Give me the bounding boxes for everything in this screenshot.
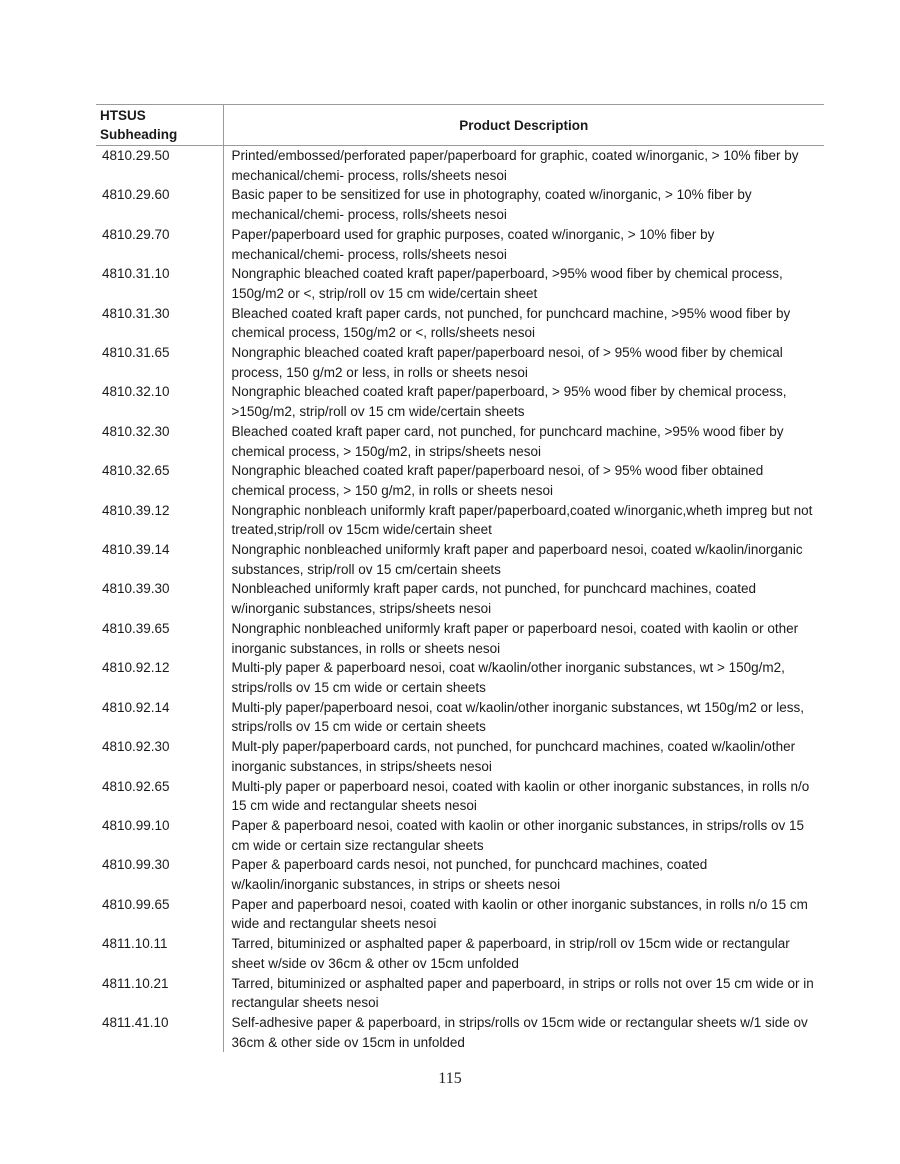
product-description: Nongraphic bleached coated kraft paper/paperboard nesoi, of > 95% wood fiber by chemical process, 150 g/m2 or less, in rolls or sheets nesoi	[223, 343, 824, 382]
subheading-code: 4810.29.70	[102, 226, 170, 242]
table-row	[96, 540, 824, 579]
subheading-code: 4810.92.30	[102, 739, 170, 755]
subheading-code: 4810.39.30	[102, 581, 170, 597]
header-row	[96, 105, 824, 146]
subheading-code: 4810.32.10	[102, 384, 170, 400]
product-description: Nongraphic nonbleached uniformly kraft paper or paperboard nesoi, coated with kaolin or other inorganic substances, in rolls or sheets nesoi	[223, 619, 824, 658]
table-row	[96, 698, 824, 737]
product-description: Nongraphic bleached coated kraft paper/paperboard, > 95% wood fiber by chemical process, >150g/m2, strip/roll ov 15 cm wide/certain sheets	[223, 382, 824, 421]
table-row	[96, 974, 824, 1013]
product-description: Basic paper to be sensitized for use in photography, coated w/inorganic, > 10% fiber by mechanical/chemi- process, rolls/sheets nesoi	[223, 185, 824, 224]
product-description: Tarred, bituminized or asphalted paper and paperboard, in strips or rolls not over 15 cm wide or in rectangular sheets nesoi	[223, 974, 824, 1013]
product-description: Paper/paperboard used for graphic purposes, coated w/inorganic, > 10% fiber by mechanical/chemi- process, rolls/sheets nesoi	[223, 225, 824, 264]
hts-product-table	[96, 104, 824, 1052]
product-description: Self-adhesive paper & paperboard, in strips/rolls ov 15cm wide or rectangular sheets w/1 side ov 36cm & other side ov 15cm in unfolded	[223, 1013, 824, 1052]
table-row	[96, 855, 824, 894]
table-header	[96, 105, 824, 146]
header-product-description: Product Description	[223, 105, 824, 146]
table-row	[96, 185, 824, 224]
header-htsus-subheading: HTSUS Subheading	[100, 108, 178, 142]
subheading-code: 4811.10.11	[102, 936, 168, 952]
table-row	[96, 777, 824, 816]
subheading-code: 4810.92.14	[102, 699, 170, 715]
table-row	[96, 895, 824, 934]
subheading-code: 4810.32.30	[102, 423, 170, 439]
subheading-code: 4810.39.65	[102, 620, 170, 636]
product-description: Nongraphic bleached coated kraft paper/paperboard nesoi, of > 95% wood fiber obtained chemical process, > 150 g/m2, in rolls or sheets nesoi	[223, 461, 824, 500]
product-description: Nongraphic nonbleached uniformly kraft paper and paperboard nesoi, coated w/kaolin/inorganic substances, strip/roll ov 15 cm/certain sheets	[223, 540, 824, 579]
table-row	[96, 422, 824, 461]
product-description: Nonbleached uniformly kraft paper cards, not punched, for punchcard machines, coated w/inorganic substances, strips/sheets nesoi	[223, 579, 824, 618]
table-row	[96, 1013, 824, 1052]
product-description: Nongraphic bleached coated kraft paper/paperboard, >95% wood fiber by chemical process, 150g/m2 or <, strip/roll ov 15 cm wide/certain sheet	[223, 264, 824, 303]
table-row	[96, 264, 824, 303]
product-description: Printed/embossed/perforated paper/paperboard for graphic, coated w/inorganic, > 10% fiber by mechanical/chemi- process, rolls/sheets nesoi	[223, 146, 824, 186]
subheading-code: 4810.99.65	[102, 896, 170, 912]
subheading-code: 4810.31.30	[102, 305, 170, 321]
product-description: Paper & paperboard nesoi, coated with kaolin or other inorganic substances, in strips/rolls ov 15 cm wide or certain size rectangular sheets	[223, 816, 824, 855]
product-description: Bleached coated kraft paper cards, not punched, for punchcard machine, >95% wood fiber by chemical process, 150g/m2 or <, rolls/sheets nesoi	[223, 304, 824, 343]
table-row	[96, 737, 824, 776]
table-row	[96, 304, 824, 343]
table-row	[96, 579, 824, 618]
table-row	[96, 461, 824, 500]
subheading-code: 4810.31.10	[102, 266, 170, 282]
subheading-code: 4810.32.65	[102, 463, 170, 479]
table-body	[96, 146, 824, 1053]
table-row	[96, 225, 824, 264]
product-description: Nongraphic nonbleach uniformly kraft paper/paperboard,coated w/inorganic,wheth impreg but not treated,strip/roll ov 15cm wide/certain sheet	[223, 501, 824, 540]
table-row	[96, 343, 824, 382]
subheading-code: 4810.99.10	[102, 817, 170, 833]
product-description: Multi-ply paper or paperboard nesoi, coated with kaolin or other inorganic substances, in rolls n/o 15 cm wide and rectangular sheets nesoi	[223, 777, 824, 816]
table-row	[96, 146, 824, 186]
table-row	[96, 619, 824, 658]
subheading-code: 4810.29.50	[102, 148, 170, 163]
product-description: Multi-ply paper & paperboard nesoi, coat w/kaolin/other inorganic substances, wt > 150g/m2, strips/rolls ov 15 cm wide or certain sheets	[223, 658, 824, 697]
subheading-code: 4810.99.30	[102, 857, 170, 873]
page-number: 115	[438, 1070, 462, 1087]
subheading-code: 4810.31.65	[102, 345, 170, 361]
product-description: Paper & paperboard cards nesoi, not punched, for punchcard machines, coated w/kaolin/inorganic substances, in strips or sheets nesoi	[223, 855, 824, 894]
product-description: Multi-ply paper/paperboard nesoi, coat w/kaolin/other inorganic substances, wt 150g/m2 or less, strips/rolls ov 15 cm wide or certain sheets	[223, 698, 824, 737]
table-row	[96, 501, 824, 540]
product-description: Bleached coated kraft paper card, not punched, for punchcard machine, >95% wood fiber by chemical process, > 150g/m2, in strips/sheets nesoi	[223, 422, 824, 461]
table-row	[96, 382, 824, 421]
subheading-code: 4811.41.10	[102, 1014, 169, 1030]
product-description: Mult-ply paper/paperboard cards, not punched, for punchcard machines, coated w/kaolin/other inorganic substances, in strips/sheets nesoi	[223, 737, 824, 776]
subheading-code: 4810.39.12	[102, 502, 170, 518]
product-description: Tarred, bituminized or asphalted paper & paperboard, in strip/roll ov 15cm wide or rectangular sheet w/side ov 36cm & other ov 15cm unfolded	[223, 934, 824, 973]
table-row	[96, 658, 824, 697]
product-description: Paper and paperboard nesoi, coated with kaolin or other inorganic substances, in rolls n/o 15 cm wide and rectangular sheets nesoi	[223, 895, 824, 934]
subheading-code: 4810.92.12	[102, 660, 170, 676]
subheading-code: 4810.39.14	[102, 542, 170, 558]
subheading-code: 4810.29.60	[102, 187, 170, 203]
subheading-code: 4811.10.21	[102, 975, 169, 991]
subheading-code: 4810.92.65	[102, 778, 170, 794]
table-row	[96, 816, 824, 855]
table-row	[96, 934, 824, 973]
